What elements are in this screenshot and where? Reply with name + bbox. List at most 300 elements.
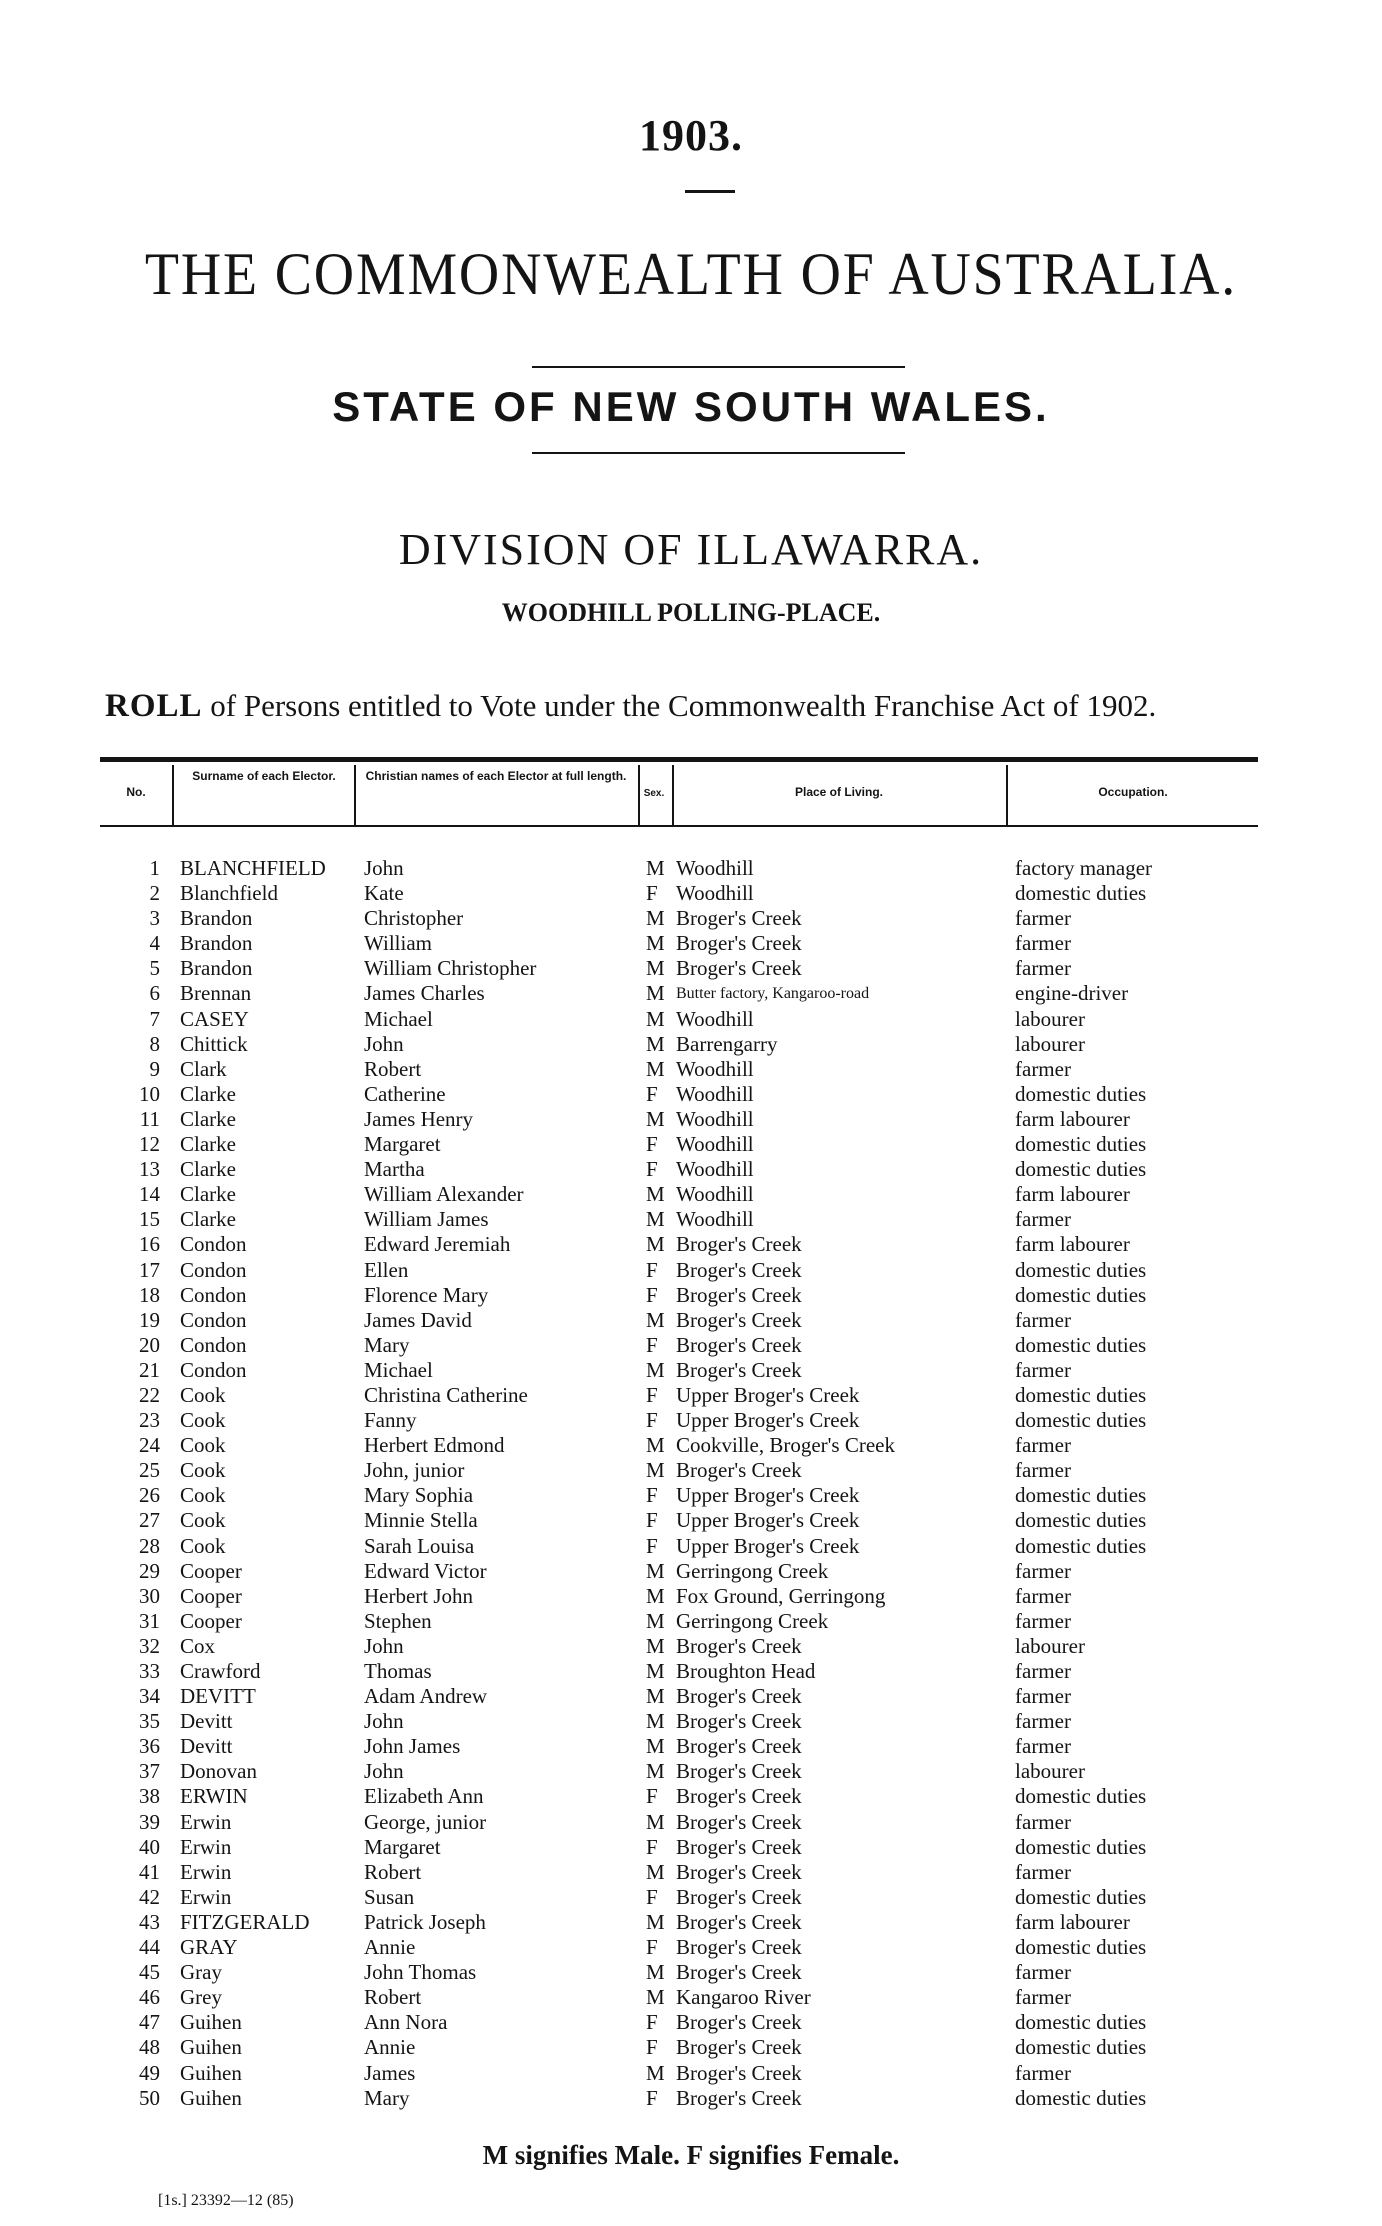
elector-place: Broger's Creek bbox=[676, 1709, 802, 1734]
elector-number: 6 bbox=[149, 981, 160, 1006]
sex-legend: M signifies Male. F signifies Female. bbox=[482, 2140, 900, 2170]
elector-sex: F bbox=[646, 1332, 658, 1357]
elector-sex: M bbox=[646, 1859, 665, 1884]
elector-christian-names: Sarah Louisa bbox=[364, 1533, 475, 1558]
table-row bbox=[0, 1182, 1382, 1207]
table-row bbox=[0, 1458, 1382, 1483]
elector-surname: CASEY bbox=[180, 1006, 249, 1031]
elector-surname: Cook bbox=[180, 1408, 226, 1433]
elector-sex: M bbox=[646, 1659, 665, 1683]
table-row bbox=[0, 906, 1382, 931]
elector-number: 15 bbox=[139, 1207, 160, 1232]
elector-surname: Brandon bbox=[180, 906, 253, 931]
elector-number: 19 bbox=[139, 1307, 160, 1332]
elector-number: 27 bbox=[139, 1508, 160, 1533]
elector-place: Woodhill bbox=[676, 1056, 754, 1081]
col-divider bbox=[172, 765, 174, 825]
elector-christian-names: George, junior bbox=[364, 1809, 487, 1834]
elector-occupation: labourer bbox=[1015, 1633, 1085, 1658]
table-row bbox=[0, 1483, 1382, 1508]
elector-surname: Grey bbox=[180, 1985, 222, 2010]
elector-occupation: domestic duties bbox=[1015, 1533, 1147, 1558]
elector-place: Broger's Creek bbox=[676, 1307, 802, 1332]
elector-sex: F bbox=[646, 2035, 658, 2060]
elector-sex: M bbox=[646, 906, 665, 931]
elector-number: 44 bbox=[139, 1935, 160, 1960]
elector-christian-names: Michael bbox=[364, 1006, 433, 1031]
elector-surname: Condon bbox=[180, 1332, 247, 1357]
elector-occupation: domestic duties bbox=[1015, 1282, 1147, 1307]
elector-place: Barrengarry bbox=[676, 1031, 778, 1056]
elector-occupation: farmer bbox=[1015, 1859, 1071, 1884]
elector-number: 23 bbox=[139, 1408, 160, 1433]
elector-number: 47 bbox=[139, 2010, 160, 2035]
elector-place: Broger's Creek bbox=[676, 931, 802, 956]
col-header-christian: Christian names of each Elector at full length. bbox=[365, 769, 627, 783]
elector-surname: ERWIN bbox=[180, 1784, 248, 1809]
elector-sex: M bbox=[646, 1558, 665, 1583]
table-row bbox=[0, 1910, 1382, 1935]
elector-sex: F bbox=[646, 1483, 658, 1508]
elector-christian-names: James Charles bbox=[364, 981, 485, 1006]
elector-sex: F bbox=[646, 1884, 658, 1909]
elector-christian-names: Susan bbox=[364, 1884, 415, 1909]
elector-place: Upper Broger's Creek bbox=[676, 1533, 860, 1558]
table-row bbox=[0, 1860, 1382, 1885]
elector-occupation: farmer bbox=[1015, 2060, 1071, 2085]
elector-christian-names: Catherine bbox=[364, 1081, 446, 1106]
elector-christian-names: John, junior bbox=[364, 1458, 465, 1483]
elector-occupation: domestic duties bbox=[1015, 1408, 1147, 1433]
elector-number: 18 bbox=[139, 1282, 160, 1307]
elector-christian-names: Christina Catherine bbox=[364, 1382, 528, 1407]
elector-occupation: domestic duties bbox=[1015, 1157, 1147, 1182]
roll-word: ROLL bbox=[105, 688, 203, 724]
elector-sex: M bbox=[646, 1433, 665, 1458]
elector-christian-names: Mary bbox=[364, 2085, 410, 2110]
elector-place: Butter factory, Kangaroo-road bbox=[676, 985, 870, 1003]
table-row bbox=[0, 881, 1382, 906]
elector-surname: Clarke bbox=[180, 1081, 236, 1106]
table-row bbox=[0, 1885, 1382, 1910]
elector-surname: BLANCHFIELD bbox=[180, 856, 326, 880]
elector-occupation: domestic duties bbox=[1015, 1132, 1147, 1157]
elector-place: Woodhill bbox=[676, 881, 754, 906]
table-row bbox=[0, 1784, 1382, 1809]
elector-number: 12 bbox=[139, 1132, 160, 1157]
elector-number: 11 bbox=[139, 1106, 160, 1131]
elector-number: 4 bbox=[149, 931, 160, 956]
elector-occupation: domestic duties bbox=[1015, 1784, 1147, 1809]
elector-place: Gerringong Creek bbox=[676, 1558, 829, 1583]
elector-surname: Guihen bbox=[180, 2035, 242, 2060]
elector-christian-names: Florence Mary bbox=[364, 1282, 489, 1307]
table-row bbox=[0, 1207, 1382, 1232]
elector-sex: M bbox=[646, 1357, 665, 1382]
elector-surname: Clark bbox=[180, 1056, 227, 1081]
elector-sex: F bbox=[646, 1935, 658, 1960]
table-row bbox=[0, 2010, 1382, 2035]
elector-occupation: farmer bbox=[1015, 1709, 1071, 1734]
elector-number: 40 bbox=[139, 1834, 160, 1859]
elector-surname: Gray bbox=[180, 1960, 222, 1985]
elector-number: 3 bbox=[149, 906, 160, 931]
elector-place: Gerringong Creek bbox=[676, 1608, 829, 1633]
elector-occupation: farmer bbox=[1015, 931, 1071, 956]
elector-surname: Clarke bbox=[180, 1157, 236, 1182]
elector-sex: F bbox=[646, 1157, 658, 1182]
elector-place: Woodhill bbox=[676, 1182, 754, 1207]
elector-christian-names: Edward Jeremiah bbox=[364, 1232, 511, 1257]
elector-christian-names: John James bbox=[364, 1734, 461, 1759]
elector-surname: Clarke bbox=[180, 1207, 236, 1232]
elector-sex: M bbox=[646, 1232, 665, 1257]
elector-christian-names: Herbert John bbox=[364, 1583, 474, 1608]
elector-occupation: domestic duties bbox=[1015, 1382, 1147, 1407]
elector-surname: Cook bbox=[180, 1508, 226, 1533]
elector-place: Fox Ground, Gerringong bbox=[676, 1583, 886, 1608]
elector-place: Woodhill bbox=[676, 1132, 754, 1157]
elector-sex: M bbox=[646, 856, 665, 880]
col-header-surname: Surname of each Elector. bbox=[192, 769, 336, 783]
table-row bbox=[0, 2035, 1382, 2060]
elector-surname: Condon bbox=[180, 1257, 247, 1282]
table-row bbox=[0, 1408, 1382, 1433]
elector-surname: Devitt bbox=[180, 1709, 233, 1734]
elector-occupation: farmer bbox=[1015, 1558, 1071, 1583]
elector-sex: F bbox=[646, 881, 658, 906]
table-row bbox=[0, 1759, 1382, 1784]
elector-sex: M bbox=[646, 1684, 665, 1709]
elector-number: 33 bbox=[139, 1659, 160, 1683]
elector-sex: M bbox=[646, 1734, 665, 1759]
elector-christian-names: Ellen bbox=[364, 1257, 409, 1282]
elector-sex: M bbox=[646, 1985, 665, 2010]
table-row bbox=[0, 1684, 1382, 1709]
elector-occupation: farmer bbox=[1015, 1659, 1071, 1683]
elector-occupation: farm labourer bbox=[1015, 1909, 1130, 1934]
elector-sex: F bbox=[646, 2010, 658, 2035]
table-row bbox=[0, 1935, 1382, 1960]
state-rule-top bbox=[532, 366, 905, 368]
elector-place: Woodhill bbox=[676, 1157, 754, 1182]
elector-number: 30 bbox=[139, 1583, 160, 1608]
elector-surname: Brandon bbox=[180, 931, 253, 956]
elector-occupation: farmer bbox=[1015, 1307, 1071, 1332]
elector-surname: Condon bbox=[180, 1282, 247, 1307]
elector-christian-names: Mary Sophia bbox=[364, 1483, 474, 1508]
elector-christian-names: Stephen bbox=[364, 1608, 432, 1633]
elector-sex: M bbox=[646, 1960, 665, 1985]
elector-christian-names: Kate bbox=[364, 881, 404, 906]
elector-number: 17 bbox=[139, 1257, 160, 1282]
elector-place: Broger's Creek bbox=[676, 1935, 802, 1960]
elector-occupation: domestic duties bbox=[1015, 1508, 1147, 1533]
elector-christian-names: Robert bbox=[364, 1056, 422, 1081]
elector-christian-names: John bbox=[364, 1759, 404, 1784]
elector-sex: M bbox=[646, 1759, 665, 1784]
table-row bbox=[0, 2086, 1382, 2111]
elector-christian-names: Michael bbox=[364, 1357, 433, 1382]
elector-surname: Donovan bbox=[180, 1759, 257, 1784]
elector-occupation: farmer bbox=[1015, 1056, 1071, 1081]
table-row bbox=[0, 1333, 1382, 1358]
elector-christian-names: Elizabeth Ann bbox=[364, 1784, 484, 1809]
elector-surname: Condon bbox=[180, 1232, 247, 1257]
elector-place: Broger's Creek bbox=[676, 2060, 802, 2085]
table-row bbox=[0, 1308, 1382, 1333]
elector-sex: M bbox=[646, 1633, 665, 1658]
elector-place: Broger's Creek bbox=[676, 1458, 802, 1483]
elector-sex: M bbox=[646, 1182, 665, 1207]
elector-occupation: farmer bbox=[1015, 906, 1071, 931]
elector-place: Broger's Creek bbox=[676, 2035, 802, 2060]
elector-number: 46 bbox=[139, 1985, 160, 2010]
elector-occupation: farmer bbox=[1015, 1207, 1071, 1232]
elector-surname: Cook bbox=[180, 1382, 226, 1407]
table-top-rule bbox=[100, 757, 1258, 762]
elector-place: Broger's Creek bbox=[676, 1257, 802, 1282]
elector-christian-names: William bbox=[364, 931, 432, 956]
elector-christian-names: William Christopher bbox=[364, 956, 537, 981]
elector-occupation: farm labourer bbox=[1015, 1232, 1130, 1257]
elector-place: Broger's Creek bbox=[676, 1960, 802, 1985]
col-header-occupation: Occupation. bbox=[1098, 785, 1168, 799]
elector-christian-names: Minnie Stella bbox=[364, 1508, 478, 1533]
elector-place: Broger's Creek bbox=[676, 1759, 802, 1784]
elector-number: 49 bbox=[139, 2060, 160, 2085]
elector-christian-names: James Henry bbox=[364, 1106, 474, 1131]
table-row bbox=[0, 1358, 1382, 1383]
elector-sex: F bbox=[646, 1257, 658, 1282]
elector-surname: Chittick bbox=[180, 1031, 248, 1056]
table-row bbox=[0, 1232, 1382, 1257]
elector-number: 10 bbox=[139, 1081, 160, 1106]
table-row bbox=[0, 1082, 1382, 1107]
year-heading: 1903. bbox=[639, 111, 743, 160]
col-header-sex: Sex. bbox=[643, 788, 665, 799]
elector-place: Broger's Creek bbox=[676, 1633, 802, 1658]
elector-surname: GRAY bbox=[180, 1935, 238, 1960]
elector-occupation: farmer bbox=[1015, 1583, 1071, 1608]
state-rule-bottom bbox=[532, 452, 905, 454]
table-row bbox=[0, 1559, 1382, 1584]
col-divider bbox=[354, 765, 356, 825]
elector-occupation: domestic duties bbox=[1015, 2035, 1147, 2060]
table-row bbox=[0, 1609, 1382, 1634]
elector-occupation: labourer bbox=[1015, 1031, 1085, 1056]
elector-surname: Brandon bbox=[180, 956, 253, 981]
elector-surname: Cook bbox=[180, 1458, 226, 1483]
elector-surname: Erwin bbox=[180, 1884, 232, 1909]
elector-surname: Clarke bbox=[180, 1182, 236, 1207]
elector-occupation: domestic duties bbox=[1015, 2010, 1147, 2035]
elector-place: Broger's Creek bbox=[676, 906, 802, 931]
elector-place: Broger's Creek bbox=[676, 1834, 802, 1859]
elector-place: Broger's Creek bbox=[676, 1684, 802, 1709]
elector-sex: M bbox=[646, 2060, 665, 2085]
elector-occupation: domestic duties bbox=[1015, 1081, 1147, 1106]
elector-place: Broger's Creek bbox=[676, 1282, 802, 1307]
elector-number: 39 bbox=[139, 1809, 160, 1834]
elector-christian-names: John bbox=[364, 1709, 404, 1734]
elector-place: Upper Broger's Creek bbox=[676, 1508, 860, 1533]
elector-sex: F bbox=[646, 1132, 658, 1157]
elector-number: 13 bbox=[139, 1157, 160, 1182]
elector-surname: Cooper bbox=[180, 1583, 242, 1608]
elector-place: Broger's Creek bbox=[676, 1734, 802, 1759]
elector-sex: F bbox=[646, 1784, 658, 1809]
elector-christian-names: Thomas bbox=[364, 1659, 432, 1683]
elector-number: 5 bbox=[149, 956, 160, 981]
elector-surname: Guihen bbox=[180, 2060, 242, 2085]
elector-surname: Clarke bbox=[180, 1132, 236, 1157]
elector-place: Woodhill bbox=[676, 1081, 754, 1106]
table-row bbox=[0, 1433, 1382, 1458]
elector-number: 24 bbox=[139, 1433, 160, 1458]
elector-christian-names: Robert bbox=[364, 1859, 422, 1884]
elector-occupation: farmer bbox=[1015, 1608, 1071, 1633]
elector-surname: Cook bbox=[180, 1433, 226, 1458]
roll-description: of Persons entitled to Vote under the Commonwealth Franchise Act of 1902. bbox=[202, 688, 1157, 723]
table-row bbox=[0, 1810, 1382, 1835]
elector-sex: M bbox=[646, 1031, 665, 1056]
roll-heading bbox=[105, 688, 1265, 725]
table-row bbox=[0, 1283, 1382, 1308]
elector-christian-names: John bbox=[364, 1633, 404, 1658]
elector-number: 42 bbox=[139, 1884, 160, 1909]
elector-occupation: domestic duties bbox=[1015, 1257, 1147, 1282]
table-row bbox=[0, 2061, 1382, 2086]
elector-surname: Guihen bbox=[180, 2085, 242, 2110]
elector-surname: Condon bbox=[180, 1357, 247, 1382]
table-row bbox=[0, 1584, 1382, 1609]
elector-place: Broger's Creek bbox=[676, 2010, 802, 2035]
elector-sex: M bbox=[646, 1608, 665, 1633]
table-row bbox=[0, 1960, 1382, 1985]
elector-christian-names: James David bbox=[364, 1307, 472, 1332]
elector-occupation: farmer bbox=[1015, 956, 1071, 981]
elector-number: 22 bbox=[139, 1382, 160, 1407]
elector-number: 28 bbox=[139, 1533, 160, 1558]
elector-surname: FITZGERALD bbox=[180, 1909, 310, 1934]
elector-sex: M bbox=[646, 1809, 665, 1834]
elector-number: 25 bbox=[139, 1458, 160, 1483]
elector-occupation: farm labourer bbox=[1015, 1182, 1130, 1207]
elector-christian-names: Adam Andrew bbox=[364, 1684, 488, 1709]
elector-number: 16 bbox=[139, 1232, 160, 1257]
elector-christian-names: John bbox=[364, 1031, 404, 1056]
elector-occupation: farmer bbox=[1015, 1357, 1071, 1382]
table-row bbox=[0, 931, 1382, 956]
state-heading: STATE OF NEW SOUTH WALES. bbox=[332, 383, 1050, 430]
elector-christian-names: William James bbox=[364, 1207, 489, 1232]
elector-occupation: farmer bbox=[1015, 1734, 1071, 1759]
elector-occupation: farmer bbox=[1015, 1458, 1071, 1483]
elector-number: 38 bbox=[139, 1784, 160, 1809]
table-row bbox=[0, 1157, 1382, 1182]
elector-place: Broger's Creek bbox=[676, 1232, 802, 1257]
elector-place: Upper Broger's Creek bbox=[676, 1382, 860, 1407]
elector-place: Upper Broger's Creek bbox=[676, 1483, 860, 1508]
elector-place: Woodhill bbox=[676, 856, 754, 880]
elector-surname: Cooper bbox=[180, 1608, 242, 1633]
elector-number: 7 bbox=[149, 1006, 160, 1031]
elector-sex: M bbox=[646, 1006, 665, 1031]
elector-christian-names: Ann Nora bbox=[364, 2010, 448, 2035]
elector-surname: Cook bbox=[180, 1533, 226, 1558]
elector-surname: Erwin bbox=[180, 1809, 232, 1834]
elector-sex: F bbox=[646, 1508, 658, 1533]
elector-christian-names: Robert bbox=[364, 1985, 422, 2010]
col-header-no: No. bbox=[126, 785, 146, 799]
elector-christian-names: Annie bbox=[364, 2035, 416, 2060]
elector-sex: F bbox=[646, 1533, 658, 1558]
elector-place: Cookville, Broger's Creek bbox=[676, 1433, 895, 1458]
col-divider bbox=[672, 765, 674, 825]
elector-number: 50 bbox=[139, 2085, 160, 2110]
elector-occupation: factory manager bbox=[1015, 856, 1153, 880]
elector-place: Kangaroo River bbox=[676, 1985, 811, 2010]
elector-sex: M bbox=[646, 1056, 665, 1081]
electors-list bbox=[0, 856, 1382, 2111]
elector-sex: F bbox=[646, 1834, 658, 1859]
elector-place: Broger's Creek bbox=[676, 1859, 802, 1884]
elector-occupation: domestic duties bbox=[1015, 1332, 1147, 1357]
elector-sex: F bbox=[646, 1081, 658, 1106]
elector-number: 1 bbox=[149, 856, 160, 880]
elector-sex: M bbox=[646, 1458, 665, 1483]
table-row bbox=[0, 1383, 1382, 1408]
elector-number: 43 bbox=[139, 1909, 160, 1934]
elector-christian-names: Fanny bbox=[364, 1408, 417, 1433]
elector-place: Broughton Head bbox=[676, 1659, 816, 1683]
elector-sex: M bbox=[646, 1909, 665, 1934]
year-divider bbox=[685, 190, 735, 193]
elector-surname: Blanchfield bbox=[180, 881, 278, 906]
elector-christian-names: John Thomas bbox=[364, 1960, 477, 1985]
elector-place: Woodhill bbox=[676, 1106, 754, 1131]
elector-christian-names: Patrick Joseph bbox=[364, 1909, 486, 1934]
elector-sex: M bbox=[646, 981, 665, 1006]
table-row bbox=[0, 1258, 1382, 1283]
elector-sex: F bbox=[646, 1382, 658, 1407]
elector-occupation: domestic duties bbox=[1015, 1935, 1147, 1960]
elector-place: Broger's Creek bbox=[676, 1357, 802, 1382]
elector-christian-names: Martha bbox=[364, 1157, 425, 1182]
table-header bbox=[100, 763, 1258, 825]
elector-christian-names: Annie bbox=[364, 1935, 416, 1960]
elector-number: 14 bbox=[139, 1182, 160, 1207]
table-row bbox=[0, 1634, 1382, 1659]
elector-occupation: domestic duties bbox=[1015, 1834, 1147, 1859]
elector-occupation: domestic duties bbox=[1015, 2085, 1147, 2110]
elector-occupation: farmer bbox=[1015, 1985, 1071, 2010]
elector-number: 21 bbox=[139, 1357, 160, 1382]
elector-sex: M bbox=[646, 1709, 665, 1734]
table-row bbox=[0, 956, 1382, 981]
elector-number: 34 bbox=[139, 1684, 160, 1709]
table-row bbox=[0, 1985, 1382, 2010]
elector-number: 37 bbox=[139, 1759, 160, 1784]
elector-sex: M bbox=[646, 1583, 665, 1608]
table-row bbox=[0, 1107, 1382, 1132]
elector-place: Broger's Creek bbox=[676, 1332, 802, 1357]
elector-surname: Crawford bbox=[180, 1659, 261, 1683]
elector-place: Upper Broger's Creek bbox=[676, 1408, 860, 1433]
elector-surname: Condon bbox=[180, 1307, 247, 1332]
elector-number: 36 bbox=[139, 1734, 160, 1759]
